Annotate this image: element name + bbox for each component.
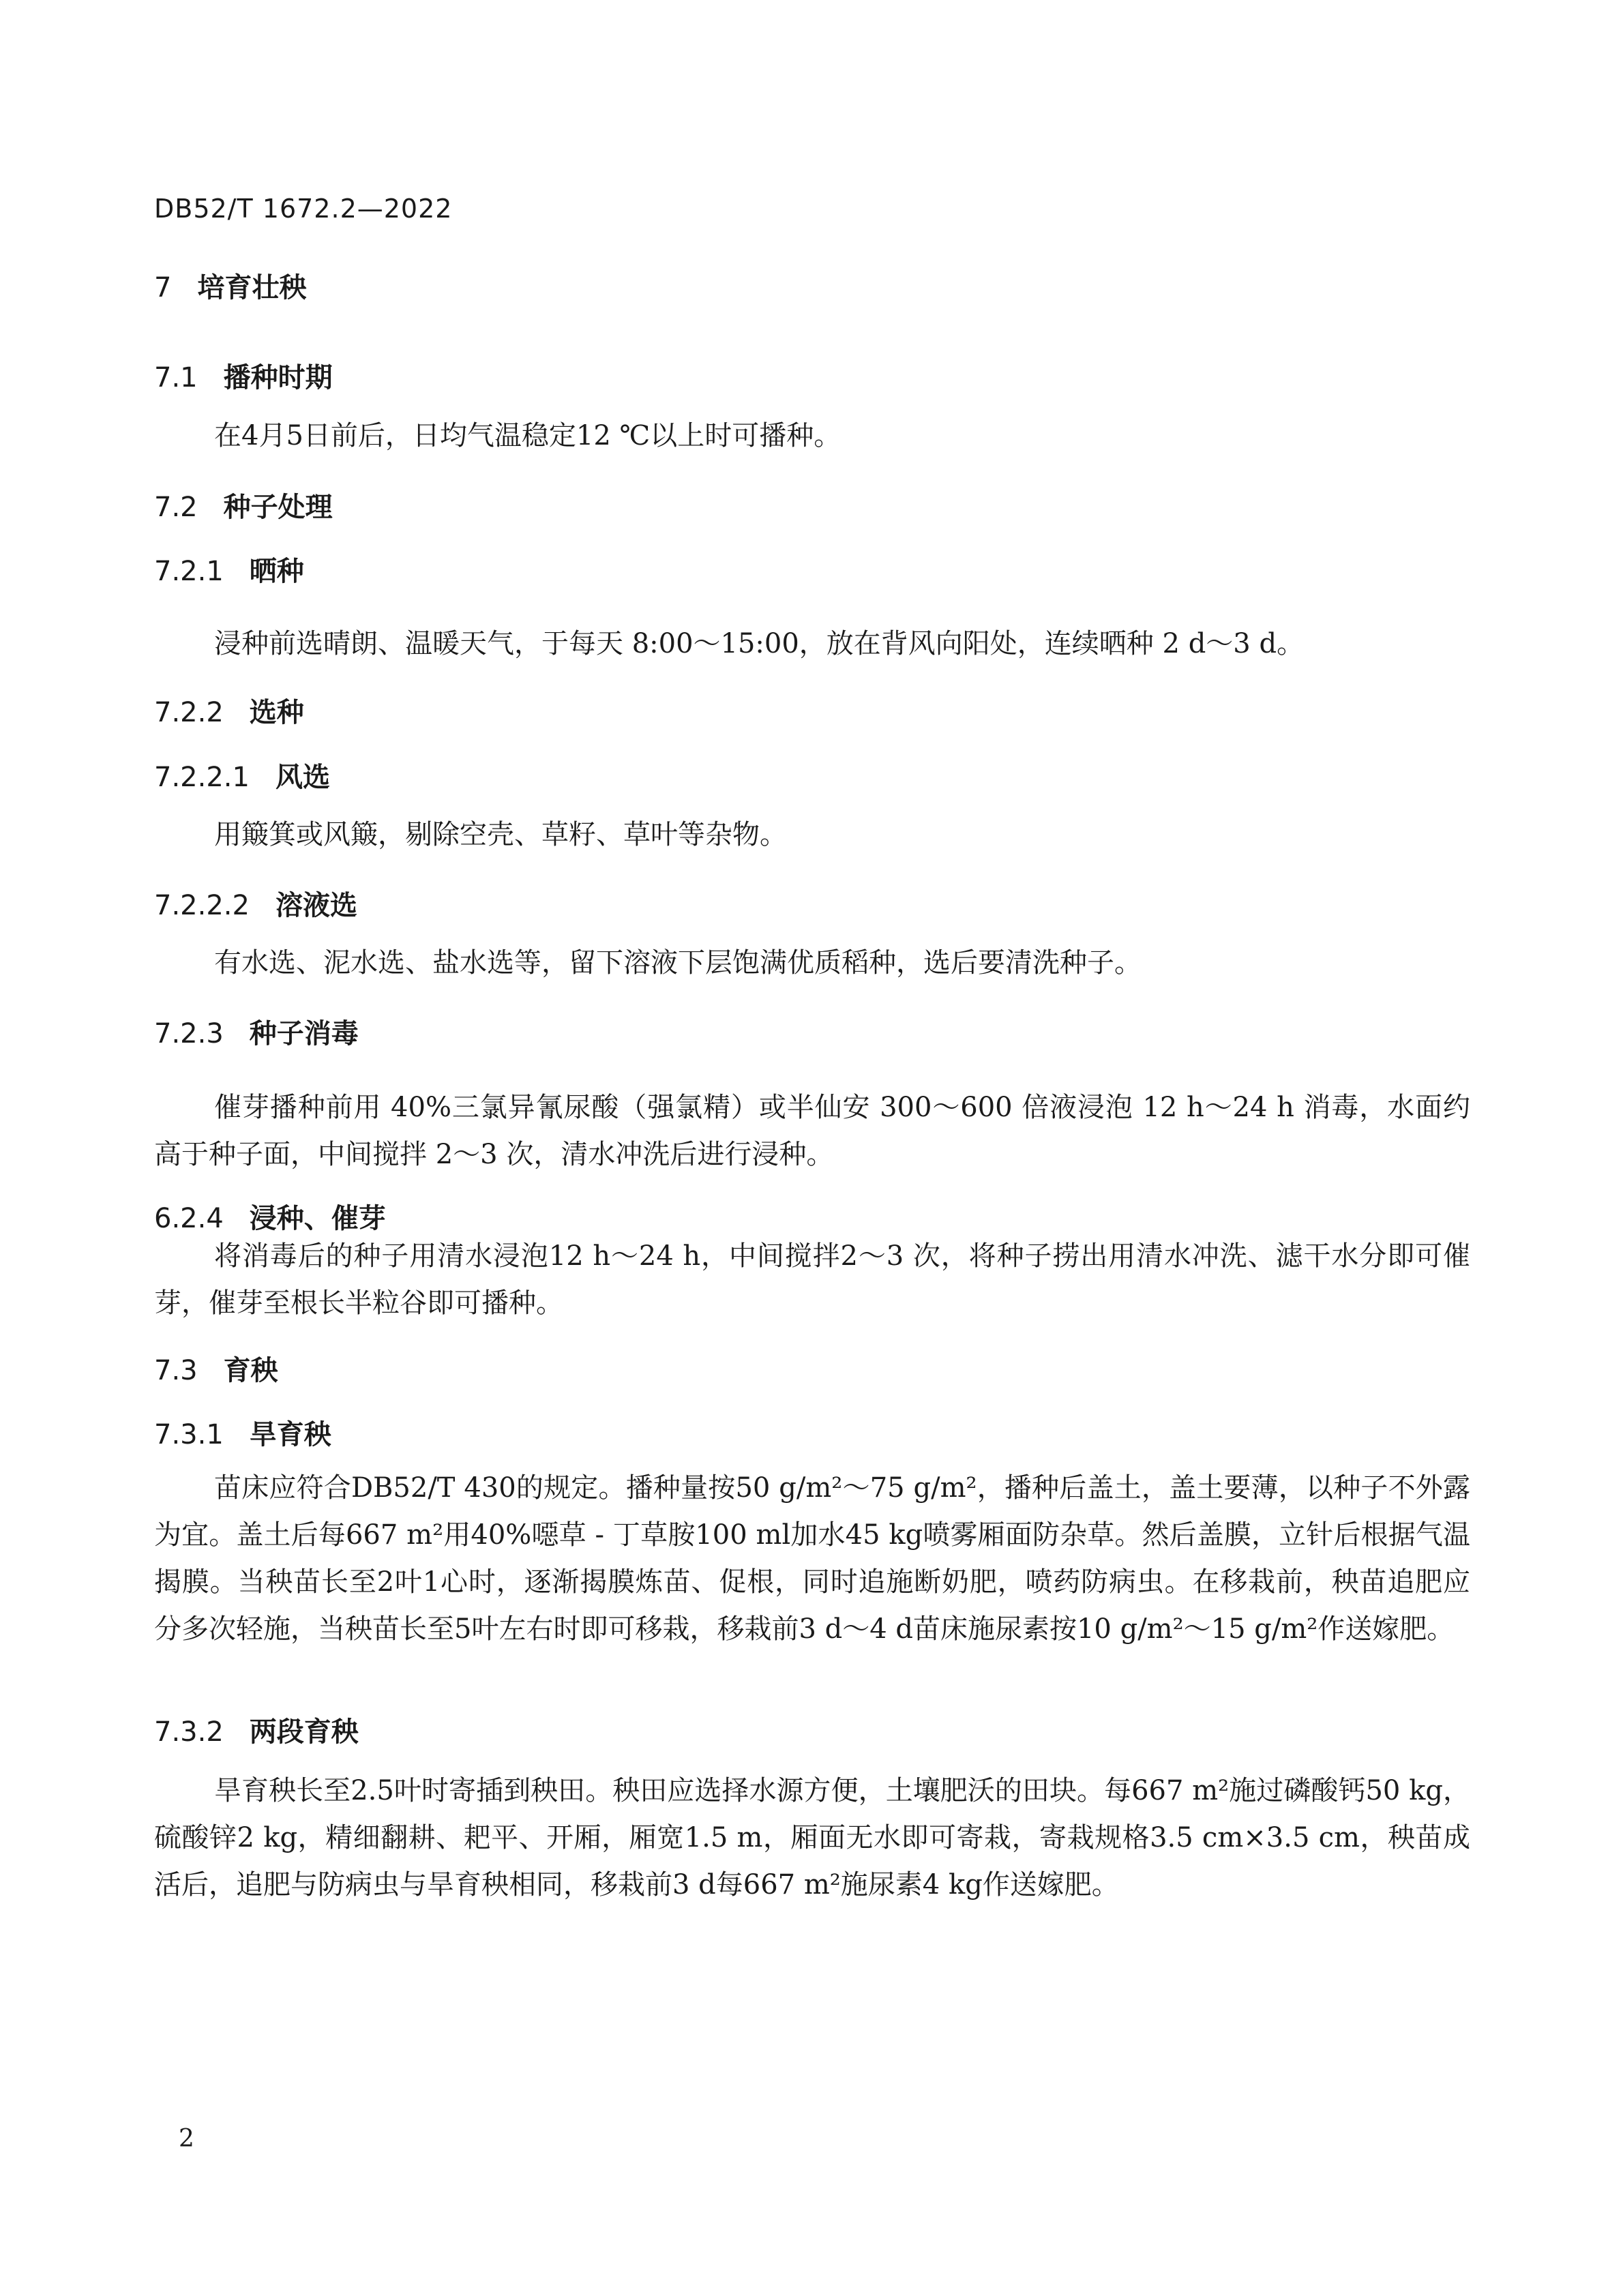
heading-title: 播种时期 <box>223 362 333 393</box>
heading-7-3-1 <box>154 1413 331 1452</box>
paragraph-6-2-4: 将消毒后的种子用清水浸泡12 h～24 h，中间搅拌2～3 次，将种子捞出用清水冲洗、滤干水分即可催芽，催芽至根长半粒谷即可播种。 <box>154 1240 1470 1319</box>
heading-number: 7.2 <box>154 492 198 523</box>
heading-7 <box>154 266 306 305</box>
heading-title: 种子处理 <box>223 492 333 523</box>
heading-7-3-2 <box>154 1710 359 1749</box>
heading-title: 育秧 <box>223 1355 278 1386</box>
paragraph-7-1: 在4月5日前后，日均气温稳定12 ℃以上时可播种。 <box>214 420 842 451</box>
heading-title: 种子消毒 <box>249 1018 359 1049</box>
heading-number: 7 <box>154 272 172 303</box>
heading-7-2-3 <box>154 1012 359 1051</box>
paragraph-7-3-2: 旱育秧长至2.5叶时寄插到秧田。秧田应选择水源方便，土壤肥沃的田块。每667 m²施过磷酸钙50 kg，硫酸锌2 kg，精细翻耕、耙平、开厢，厢宽1.5 m，厢面无水即可寄栽，寄栽规格3.5 cm×3.5 cm，秧苗成活后，追肥与防病虫与旱育秧相同，移栽前3 d每667 m²施尿素4 kg作送嫁肥。 <box>154 1775 1470 1900</box>
paragraph-7-2-2-2: 有水选、泥水选、盐水选等，留下溶液下层饱满优质稻种，选后要清洗种子。 <box>214 947 1142 979</box>
heading-number: 7.2.1 <box>154 556 224 587</box>
heading-number: 7.2.2 <box>154 697 224 728</box>
heading-number: 6.2.4 <box>154 1203 224 1234</box>
heading-title: 浸种、催芽 <box>249 1203 386 1234</box>
heading-number: 7.3.1 <box>154 1419 224 1450</box>
document-code: DB52/T 1672.2—2022 <box>154 194 453 224</box>
paragraph-7-2-1: 浸种前选晴朗、温暖天气，于每天 8:00～15:00，放在背风向阳处，连续晒种 2 d～3 d。 <box>214 628 1305 659</box>
heading-title: 晒种 <box>249 556 304 587</box>
heading-7-3 <box>154 1349 278 1388</box>
heading-6-2-4 <box>154 1197 386 1236</box>
heading-title: 溶液选 <box>275 890 357 921</box>
paragraph-7-2-3: 催芽播种前用 40%三氯异氰尿酸（强氯精）或半仙安 300～600 倍液浸泡 12 h～24 h 消毒，水面约高于种子面，中间搅拌 2～3 次，清水冲洗后进行浸种。 <box>154 1092 1470 1170</box>
heading-number: 7.2.2.1 <box>154 762 250 793</box>
heading-7-2-2-2 <box>154 884 357 923</box>
heading-7-2-2-1 <box>154 756 330 794</box>
heading-number: 7.2.2.2 <box>154 890 250 921</box>
heading-title: 选种 <box>249 697 304 728</box>
heading-number: 7.1 <box>154 362 198 393</box>
paragraph-7-3-1: 苗床应符合DB52/T 430的规定。播种量按50 g/m²～75 g/m²，播种后盖土，盖土要薄，以种子不外露为宜。盖土后每667 m²用40%噁草 - 丁草胺100 ml加水45 kg喷雾厢面防杂草。然后盖膜，立针后根据气温揭膜。当秧苗长至2叶1心时，逐渐揭膜炼苗、促根，同时追施断奶肥，喷药防病虫。在移栽前，秧苗追肥应分多次轻施，当秧苗长至5叶左右时即可移栽，移栽前3 d～4 d苗床施尿素按10 g/m²～15 g/m²作送嫁肥。 <box>154 1472 1470 1645</box>
heading-number: 7.3 <box>154 1355 198 1386</box>
heading-7-2 <box>154 486 333 524</box>
heading-title: 旱育秧 <box>249 1419 331 1450</box>
heading-title: 风选 <box>275 762 330 793</box>
paragraph-7-2-2-1: 用簸箕或风簸，剔除空壳、草籽、草叶等杂物。 <box>214 819 787 850</box>
heading-7-1 <box>154 356 333 395</box>
page-number: 2 <box>179 2125 194 2153</box>
heading-number: 7.2.3 <box>154 1018 224 1049</box>
heading-7-2-1 <box>154 550 304 588</box>
heading-title: 培育壮秧 <box>197 272 307 303</box>
heading-number: 7.3.2 <box>154 1716 224 1748</box>
heading-7-2-2 <box>154 691 304 730</box>
heading-title: 两段育秧 <box>249 1716 359 1748</box>
